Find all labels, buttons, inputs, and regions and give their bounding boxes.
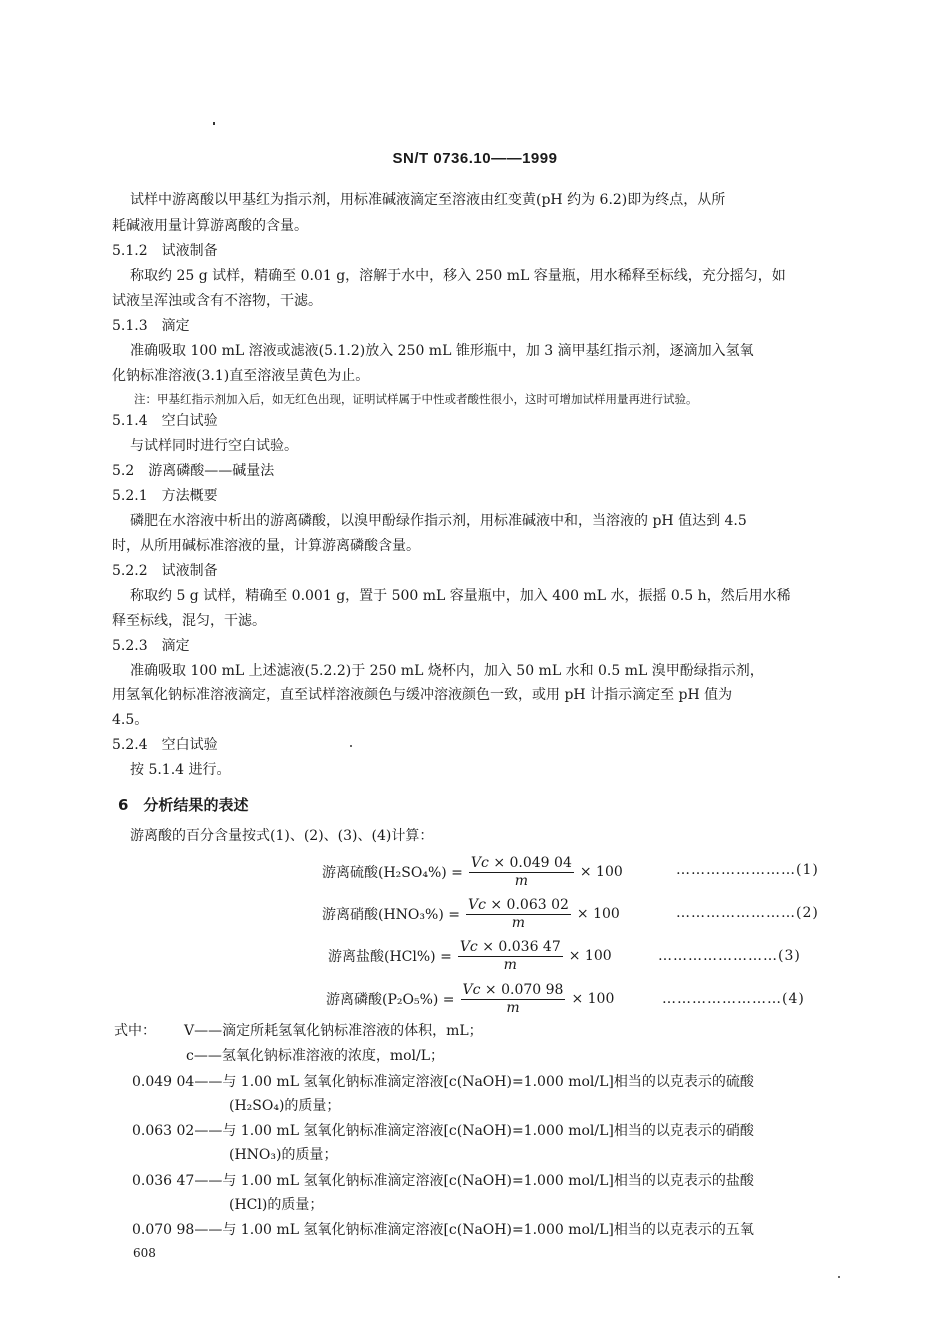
page-number: 608 <box>133 1246 156 1260</box>
subsection-heading: 5.2.3 滴定 <box>112 638 190 654</box>
equation-lhs: 游离磷酸(P₂O₅%) = <box>326 992 455 1008</box>
fraction-numerator <box>466 897 571 915</box>
equation-multiplier: × 100 <box>579 864 623 880</box>
fraction-denominator: m <box>506 999 520 1016</box>
paragraph-line: 按 5.1.4 进行。 <box>130 762 231 778</box>
paragraph-line: 4.5。 <box>112 712 149 728</box>
fraction <box>458 939 563 974</box>
definition-constant-3: 0.036 47——与 1.00 mL 氢氧化钠标准滴定溶液[c(NaOH)=1.000 mol/L]相当的以克表示的盐酸 <box>132 1173 754 1189</box>
equation-number: ……………………(1) <box>676 862 819 878</box>
subsection-heading: 5.1.3 滴定 <box>112 318 190 334</box>
fraction-numerator <box>469 855 574 873</box>
paragraph-line: 磷肥在水溶液中析出的游离磷酸，以溴甲酚绿作指示剂，用标准碱液中和，当溶液的 pH 值达到 4.5 <box>130 513 747 529</box>
note-text: 注：甲基红指示剂加入后，如无红色出现，证明试样属于中性或者酸性很小，这时可增加试样用量再进行试验。 <box>134 392 698 406</box>
subsection-heading: 5.2.4 空白试验 <box>112 737 218 753</box>
subsection-heading: 5.1.4 空白试验 <box>112 413 218 429</box>
fraction-denominator: m <box>511 914 526 931</box>
scan-speck <box>213 122 215 125</box>
paragraph-line: 准确吸取 100 mL 溶液或滤液(5.1.2)放入 250 mL 锥形瓶中，加 3 滴甲基红指示剂，逐滴加入氢氧 <box>130 343 754 359</box>
document-header: SN/T 0736.10——1999 <box>392 150 558 167</box>
equation-lhs: 游离硝酸(HNO₃%) = <box>322 907 460 923</box>
paragraph-line: 试样中游离酸以甲基红为指示剂，用标准碱液滴定至溶液由红变黄(pH 约为 6.2)即为终点，从所 <box>130 192 726 208</box>
paragraph-line: 准确吸取 100 mL 上述滤液(5.2.2)于 250 mL 烧杯内，加入 50 mL 水和 0.5 mL 溴甲酚绿指示剂， <box>130 663 764 679</box>
scan-speck <box>838 1276 840 1278</box>
paragraph-line: 游离酸的百分含量按式(1)、(2)、(3)、(4)计算： <box>130 828 434 844</box>
equation-number: ……………………(4) <box>662 991 805 1007</box>
fraction <box>461 982 566 1017</box>
equation-number: ……………………(2) <box>676 905 819 921</box>
paragraph-line: 与试样同时进行空白试验。 <box>130 438 298 454</box>
equation-2 <box>322 894 620 934</box>
scan-speck <box>350 745 352 747</box>
fraction-denominator: m <box>514 872 529 889</box>
definition-constant-4: 0.070 98——与 1.00 mL 氢氧化钠标准滴定溶液[c(NaOH)=1.000 mol/L]相当的以克表示的五氧 <box>132 1222 754 1238</box>
definition-constant-2: 0.063 02——与 1.00 mL 氢氧化钠标准滴定溶液[c(NaOH)=1.000 mol/L]相当的以克表示的硝酸 <box>132 1123 754 1139</box>
definition-V: V——滴定所耗氢氧化钠标准溶液的体积，mL； <box>184 1023 483 1039</box>
numerator-variable: Vc <box>467 896 486 913</box>
equation-multiplier: × 100 <box>576 906 620 922</box>
fraction-numerator <box>458 939 563 957</box>
numerator-variable: Vc <box>462 981 481 998</box>
equation-lhs: 游离盐酸(HCl%) = <box>328 949 452 965</box>
section-heading: 5.2 游离磷酸——碱量法 <box>112 463 275 479</box>
numerator-constant: × 0.049 04 <box>488 854 572 871</box>
equation-multiplier: × 100 <box>571 991 615 1007</box>
definitions-intro: 式中： <box>114 1023 156 1039</box>
fraction-numerator <box>461 982 566 1000</box>
paragraph-line: 释至标线，混匀，干滤。 <box>112 613 266 629</box>
fraction <box>469 855 574 890</box>
subsection-heading: 5.2.1 方法概要 <box>112 488 218 504</box>
numerator-constant: × 0.063 02 <box>485 896 569 913</box>
paragraph-line: 耗碱液用量计算游离酸的含量。 <box>112 218 308 234</box>
equation-3 <box>328 936 612 976</box>
numerator-constant: × 0.036 47 <box>477 938 561 955</box>
numerator-variable: Vc <box>470 854 489 871</box>
equation-lhs: 游离硫酸(H₂SO₄%) = <box>322 865 463 881</box>
fraction-denominator: m <box>503 956 517 973</box>
equation-4 <box>326 979 614 1019</box>
subsection-heading: 5.1.2 试液制备 <box>112 243 218 259</box>
definition-continuation: (H₂SO₄)的质量； <box>229 1098 341 1114</box>
equation-multiplier: × 100 <box>568 948 612 964</box>
numerator-constant: × 0.070 98 <box>480 981 564 998</box>
subsection-heading: 5.2.2 试液制备 <box>112 563 218 579</box>
definition-constant-1: 0.049 04——与 1.00 mL 氢氧化钠标准滴定溶液[c(NaOH)=1.000 mol/L]相当的以克表示的硫酸 <box>132 1074 754 1090</box>
fraction <box>466 897 571 932</box>
paragraph-line: 称取约 25 g 试样，精确至 0.01 g，溶解于水中，移入 250 mL 容量瓶，用水稀释至标线，充分摇匀，如 <box>130 268 786 284</box>
paragraph-line: 称取约 5 g 试样，精确至 0.001 g，置于 500 mL 容量瓶中，加入 400 mL 水，振摇 0.5 h，然后用水稀 <box>130 588 791 604</box>
definition-c: c——氢氧化钠标准溶液的浓度，mol/L； <box>186 1048 445 1064</box>
definition-continuation: (HNO₃)的质量； <box>229 1147 338 1163</box>
equation-1 <box>322 852 623 892</box>
section-heading-6: 6 分析结果的表述 <box>118 796 249 814</box>
paragraph-line: 化钠标准溶液(3.1)直至溶液呈黄色为止。 <box>112 368 370 384</box>
paragraph-line: 时，从所用碱标准溶液的量，计算游离磷酸含量。 <box>112 538 420 554</box>
definition-continuation: (HCl)的质量； <box>229 1197 324 1213</box>
equation-number: ……………………(3) <box>658 948 801 964</box>
paragraph-line: 试液呈浑浊或含有不溶物，干滤。 <box>112 293 322 309</box>
paragraph-line: 用氢氧化钠标准溶液滴定，直至试样溶液颜色与缓冲溶液颜色一致，或用 pH 计指示滴定至 pH 值为 <box>112 687 733 703</box>
numerator-variable: Vc <box>459 938 478 955</box>
